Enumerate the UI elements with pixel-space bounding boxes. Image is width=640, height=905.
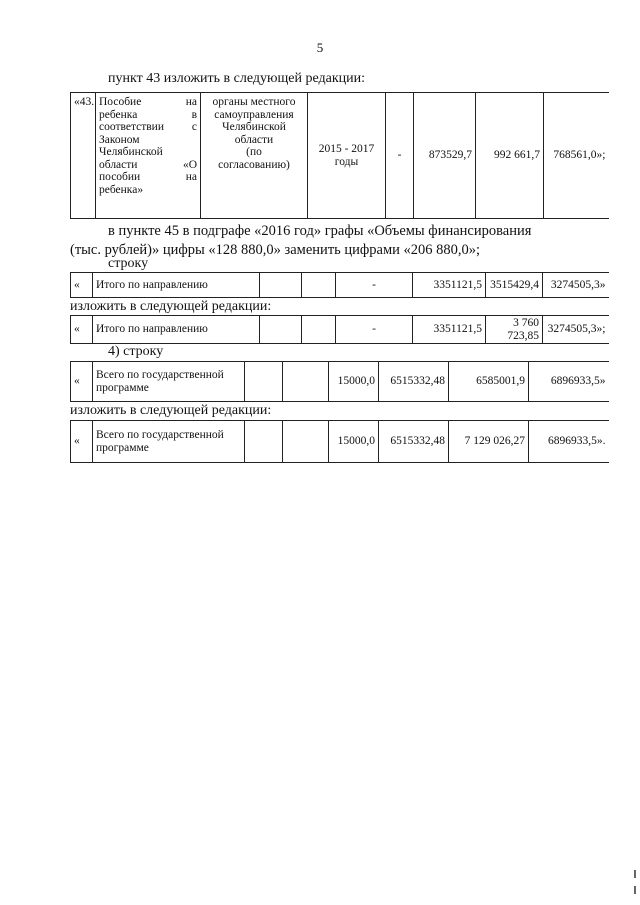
row-c-value-3: 6896933,5» [529,362,609,402]
org-line: Челябинской [222,121,286,133]
scan-mark [634,870,636,878]
row-c-label [93,362,245,402]
name-line: области «О [99,158,197,171]
row-b-quote: « [71,316,93,344]
item-43-number: «43. [71,93,96,219]
table-row-b [70,315,609,344]
name-line: пособии на [99,171,197,183]
row-d-empty-cell [245,421,283,463]
org-line: самоуправления [214,108,294,121]
row-a-empty-cell [302,273,336,298]
name-line: соответствии с [99,121,197,133]
name-line: Челябинской [99,146,163,158]
row-c-value-0: 15000,0 [329,362,379,402]
name-line: Законом [99,133,140,146]
item-43-period [308,93,386,219]
stroku-label: строку [108,256,149,271]
row-a-dash: - [336,273,413,298]
label-line: программе [96,441,149,454]
item-43-value-1: - [386,93,414,219]
row-c-quote: « [71,362,93,402]
row-b-value-1: 3351121,5 [413,316,486,344]
row-d-value-2: 7 129 026,27 [449,421,529,463]
period-line: 2015 - 2017 [318,143,375,155]
row-a-empty-cell [260,273,302,298]
name-line: ребенка» [99,183,144,196]
paragraph-45-line-1: в пункте 45 в подграфе «2016 год» графы «Объемы финансирования [108,223,532,239]
item-43-name [96,93,201,219]
org-line: согласованию) [218,158,290,171]
table-row-c [70,361,609,402]
row-d-value-1: 6515332,48 [379,421,449,463]
row-d-empty-cell [283,421,329,463]
table-row-a [70,272,609,298]
row-a-quote: « [71,273,93,298]
row-c-empty-cell [283,362,329,402]
row-b-value-3: 3274505,3»; [543,316,609,344]
label-line: Всего по государственной [96,429,224,441]
paragraph-45-line-2: (тыс. рублей)» цифры «128 880,0» заменить цифрами «206 880,0»; [70,242,481,258]
period-line: годы [334,155,359,168]
row-a-value-1: 3351121,5 [413,273,486,298]
item-43-value-2: 873529,7 [414,93,476,219]
table-row-d [70,420,609,463]
redakcia-label-2: изложить в следующей редакции: [70,403,272,418]
row-d-value-3: 6896933,5». [529,421,609,463]
row-b-empty-cell [260,316,302,344]
redakcia-label-1: изложить в следующей редакции: [70,299,272,314]
label-line: программе [96,381,149,394]
name-line: Пособие на [99,96,197,108]
row-b-value-2: 3 760 723,85 [486,316,543,344]
row-c-value-1: 6515332,48 [379,362,449,402]
item-43-value-3: 992 661,7 [476,93,544,219]
row-a-value-3: 3274505,3» [543,273,609,298]
row-b-label: Итого по направлению [93,316,260,344]
org-line: (по [246,146,262,158]
item-43-organization [201,93,308,219]
name-line: ребенка в [99,108,197,121]
row-a-value-2: 3515429,4 [486,273,543,298]
page-number: 5 [316,40,324,55]
row-d-label [93,421,245,463]
row-d-value-0: 15000,0 [329,421,379,463]
row-d-quote: « [71,421,93,463]
row-b-empty-cell [302,316,336,344]
row-b-dash: - [336,316,413,344]
org-line: органы местного [212,96,296,108]
org-line: области [234,133,274,146]
label-line: Всего по государственной [96,369,224,381]
row-c-empty-cell [245,362,283,402]
item-4-label: 4) строку [108,344,164,359]
table-item-43 [70,92,609,219]
scan-mark [634,886,636,894]
row-a-label: Итого по направлению [93,273,260,298]
row-c-value-2: 6585001,9 [449,362,529,402]
intro-43: пункт 43 изложить в следующей редакции: [108,71,365,86]
item-43-value-4: 768561,0»; [544,93,609,219]
